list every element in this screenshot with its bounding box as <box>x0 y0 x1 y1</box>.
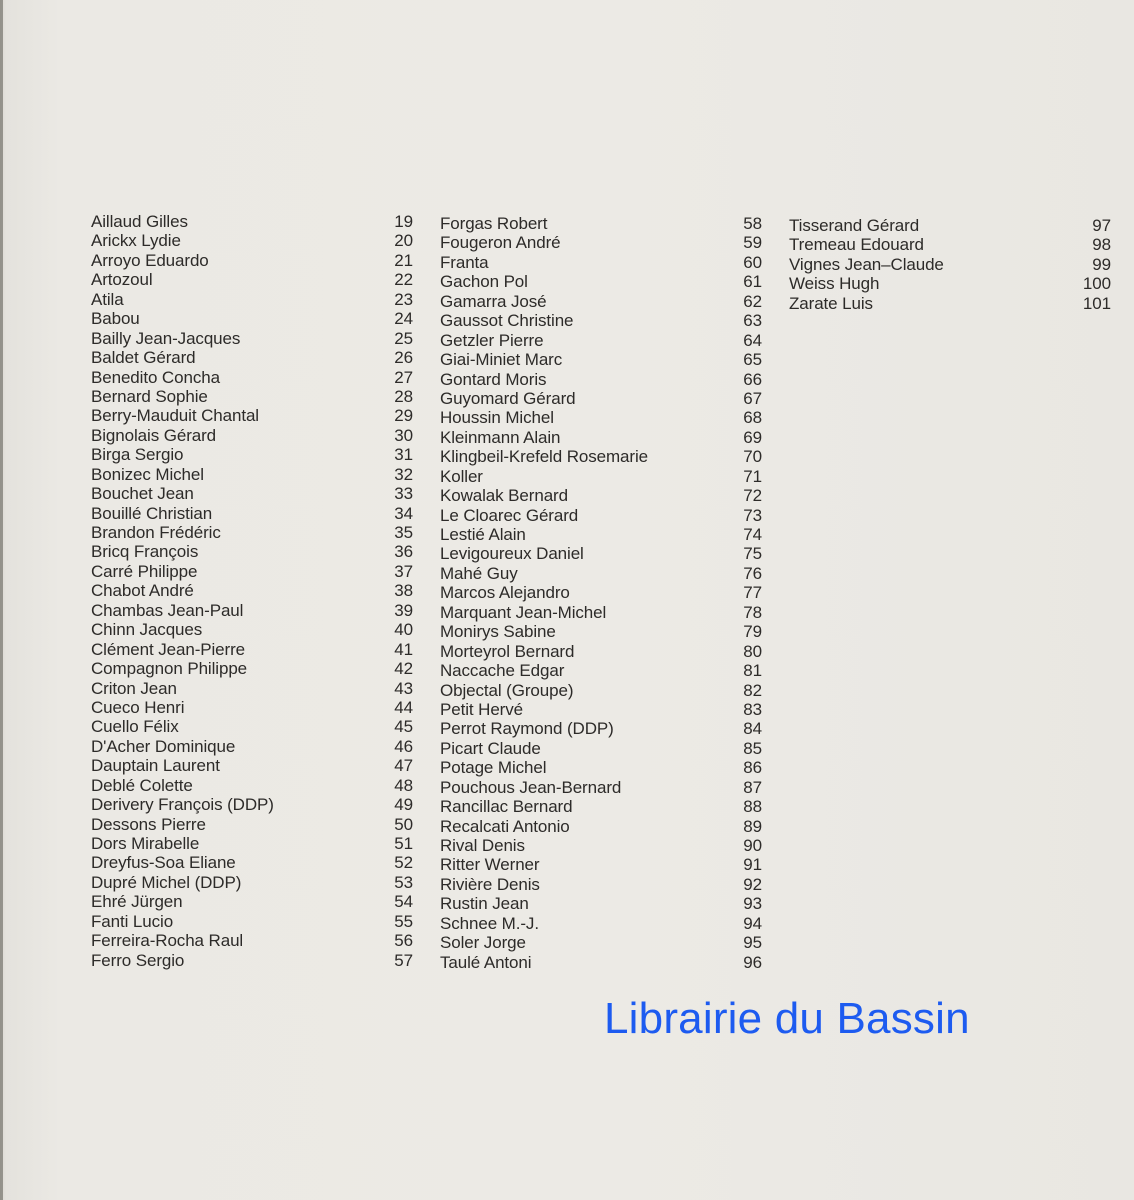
index-entry <box>440 389 762 408</box>
page-number: 21 <box>394 250 413 270</box>
page-number: 23 <box>394 289 413 309</box>
artist-name: Arroyo Eduardo <box>91 250 209 270</box>
artist-name: Cueco Henri <box>91 697 185 717</box>
index-entry <box>91 795 413 814</box>
artist-name: Ferro Sergio <box>91 950 185 970</box>
page-number: 101 <box>1082 293 1111 313</box>
artist-name: Petit Hervé <box>440 699 523 719</box>
artist-name: Fanti Lucio <box>91 911 174 931</box>
index-entry <box>91 601 413 620</box>
page-number: 20 <box>394 231 413 251</box>
page-number: 39 <box>394 600 413 620</box>
page-number: 90 <box>743 836 762 855</box>
page-number: 63 <box>743 311 762 331</box>
page-number: 46 <box>394 736 413 756</box>
artist-name: Lestié Alain <box>440 525 526 544</box>
page-number: 53 <box>394 872 413 892</box>
artist-name: Bignolais Gérard <box>91 425 217 445</box>
index-entry <box>789 294 1111 313</box>
index-entry <box>440 408 762 427</box>
page-number: 19 <box>394 212 413 231</box>
page-number: 44 <box>394 697 413 717</box>
index-entry <box>91 873 413 892</box>
index-entry <box>440 467 762 486</box>
artist-name: Soler Jorge <box>440 933 526 953</box>
index-entry <box>91 581 413 600</box>
index-entry <box>440 311 762 330</box>
index-column-1 <box>91 212 413 970</box>
artist-name: Taulé Antoni <box>440 952 532 972</box>
page-number: 35 <box>394 523 413 542</box>
artist-name: Babou <box>91 309 140 329</box>
artist-name: Ehré Jürgen <box>91 892 183 912</box>
artist-name: Dessons Pierre <box>91 814 206 834</box>
index-entry <box>440 583 762 602</box>
index-entry <box>440 758 762 777</box>
page-number: 57 <box>394 950 413 970</box>
page-number: 30 <box>394 425 413 445</box>
artist-name: Franta <box>440 252 489 272</box>
page-number: 32 <box>394 464 413 484</box>
page-number: 75 <box>743 544 762 564</box>
artist-name: Pouchous Jean-Bernard <box>440 777 622 797</box>
index-entry <box>789 274 1111 293</box>
index-entry <box>91 484 413 503</box>
index-entry <box>91 931 413 950</box>
index-entry <box>91 815 413 834</box>
page-number: 33 <box>394 484 413 504</box>
page-number: 59 <box>743 233 762 253</box>
artist-name: Baldet Gérard <box>91 348 196 368</box>
index-entry <box>91 892 413 911</box>
index-entry <box>440 739 762 758</box>
page-binding-edge <box>0 0 3 1200</box>
index-entry <box>91 504 413 523</box>
artist-name: Zarate Luis <box>789 293 873 313</box>
page-number: 36 <box>394 542 413 562</box>
index-entry <box>91 756 413 775</box>
artist-name: Koller <box>440 466 483 486</box>
page-number: 89 <box>743 816 762 836</box>
page-number: 97 <box>1092 216 1111 235</box>
artist-name: Bernard Sophie <box>91 386 208 406</box>
page-number: 85 <box>743 738 762 758</box>
artist-name: Getzler Pierre <box>440 330 544 350</box>
artist-name: Marcos Alejandro <box>440 583 570 603</box>
index-entry <box>91 834 413 853</box>
artist-name: Bouillé Christian <box>91 503 213 523</box>
artist-name: Brandon Frédéric <box>91 523 221 542</box>
index-entry <box>91 679 413 698</box>
artist-name: Atila <box>91 289 124 309</box>
artist-name: Rival Denis <box>440 836 525 855</box>
index-entry <box>440 350 762 369</box>
artist-name: Gachon Pol <box>440 272 528 292</box>
artist-name: Carré Philippe <box>91 561 198 581</box>
page-number: 70 <box>743 447 762 467</box>
page-number: 51 <box>394 834 413 853</box>
page-number: 98 <box>1092 235 1111 255</box>
index-entry <box>440 272 762 291</box>
index-entry <box>440 564 762 583</box>
index-entry <box>440 370 762 389</box>
page-number: 38 <box>394 581 413 601</box>
index-entry <box>440 817 762 836</box>
page-number: 67 <box>743 388 762 408</box>
artist-name: Aillaud Gilles <box>91 212 188 231</box>
index-entry <box>440 933 762 952</box>
index-entry <box>440 894 762 913</box>
index-entry <box>440 642 762 661</box>
index-entry <box>440 953 762 972</box>
artist-name: Mahé Guy <box>440 563 518 583</box>
artist-name: Perrot Raymond (DDP) <box>440 719 614 739</box>
page-number: 82 <box>743 680 762 700</box>
artist-name: Dauptain Laurent <box>91 756 220 776</box>
page-number: 40 <box>394 620 413 640</box>
index-entry <box>440 428 762 447</box>
page-number: 94 <box>743 913 762 933</box>
artist-name: Compagnon Philippe <box>91 659 248 679</box>
index-column-3 <box>789 216 1111 313</box>
artist-name: Chinn Jacques <box>91 620 203 640</box>
index-entry <box>440 836 762 855</box>
artist-name: Dupré Michel (DDP) <box>91 872 242 892</box>
index-entry <box>91 640 413 659</box>
artist-name: Objectal (Groupe) <box>440 680 574 700</box>
page-number: 77 <box>743 583 762 603</box>
page-number: 48 <box>394 775 413 795</box>
page-number: 45 <box>394 717 413 737</box>
artist-name: Ferreira-Rocha Raul <box>91 931 244 951</box>
artist-name: Dreyfus-Soa Eliane <box>91 853 236 873</box>
artist-name: Criton Jean <box>91 678 177 698</box>
page-number: 49 <box>394 795 413 815</box>
artist-name: Rivière Denis <box>440 874 540 894</box>
index-entry <box>91 542 413 561</box>
artist-name: Rancillac Bernard <box>440 797 573 817</box>
artist-name: Berry-Mauduit Chantal <box>91 406 259 426</box>
page-number: 31 <box>394 445 413 465</box>
page-number: 99 <box>1092 254 1111 274</box>
artist-name: Ritter Werner <box>440 855 540 875</box>
artist-name: Derivery François (DDP) <box>91 795 274 815</box>
artist-name: Cuello Félix <box>91 717 179 737</box>
index-entry <box>440 661 762 680</box>
index-entry <box>91 348 413 367</box>
artist-name: Monirys Sabine <box>440 622 556 642</box>
index-entry <box>91 231 413 250</box>
index-entry <box>789 235 1111 254</box>
artist-name: Forgas Robert <box>440 214 548 233</box>
index-entry <box>91 776 413 795</box>
page-number: 55 <box>394 911 413 931</box>
index-entry <box>91 406 413 425</box>
artist-name: Morteyrol Bernard <box>440 641 575 661</box>
index-entry <box>440 506 762 525</box>
artist-name: Vignes Jean–Claude <box>789 254 944 274</box>
index-entry <box>440 214 762 233</box>
index-entry <box>91 562 413 581</box>
index-entry <box>440 486 762 505</box>
artist-name: Chabot André <box>91 581 194 601</box>
page-number: 27 <box>394 367 413 387</box>
artist-name: Gontard Moris <box>440 369 547 389</box>
page-number: 88 <box>743 797 762 817</box>
artist-name: Benedito Concha <box>91 367 220 387</box>
index-entry <box>440 914 762 933</box>
page-number: 80 <box>743 641 762 661</box>
artist-name: Tisserand Gérard <box>789 216 920 235</box>
page-number: 43 <box>394 678 413 698</box>
index-entry <box>440 622 762 641</box>
artist-name: Birga Sergio <box>91 445 184 465</box>
page-number: 58 <box>743 214 762 233</box>
page-number: 81 <box>743 661 762 681</box>
page-number: 95 <box>743 933 762 953</box>
index-entry <box>91 620 413 639</box>
index-entry <box>91 329 413 348</box>
index-entry <box>91 426 413 445</box>
page-number: 92 <box>743 874 762 894</box>
artist-name: Le Cloarec Gérard <box>440 505 579 525</box>
page-number: 64 <box>743 330 762 350</box>
page-number: 76 <box>743 563 762 583</box>
page-number: 100 <box>1082 274 1111 294</box>
index-column-2 <box>440 214 762 972</box>
page-number: 52 <box>394 853 413 873</box>
index-entry <box>91 659 413 678</box>
artist-name: Bonizec Michel <box>91 464 204 484</box>
page-number: 62 <box>743 291 762 311</box>
page-number: 24 <box>394 309 413 329</box>
index-entry <box>440 233 762 252</box>
artist-name: Chambas Jean-Paul <box>91 600 244 620</box>
index-entry <box>91 523 413 542</box>
artist-name: Giai-Miniet Marc <box>440 350 563 370</box>
page-number: 47 <box>394 756 413 776</box>
page-number: 28 <box>394 386 413 406</box>
index-entry <box>440 797 762 816</box>
index-entry <box>440 525 762 544</box>
index-entry <box>440 331 762 350</box>
page-number: 34 <box>394 503 413 523</box>
index-entry <box>789 216 1111 235</box>
page-number: 61 <box>743 272 762 292</box>
page-number: 84 <box>743 719 762 739</box>
page-number: 42 <box>394 659 413 679</box>
index-entry <box>440 778 762 797</box>
artist-name: Marquant Jean-Michel <box>440 602 607 622</box>
artist-name: Guyomard Gérard <box>440 388 576 408</box>
artist-name: Picart Claude <box>440 738 541 758</box>
page-number: 73 <box>743 505 762 525</box>
artist-name: Dors Mirabelle <box>91 834 200 853</box>
index-entry <box>91 737 413 756</box>
page-number: 26 <box>394 348 413 368</box>
artist-name: Kowalak Bernard <box>440 486 568 506</box>
artist-name: Tremeau Edouard <box>789 235 924 255</box>
page-number: 68 <box>743 408 762 428</box>
index-entry <box>91 853 413 872</box>
index-entry <box>440 700 762 719</box>
index-entry <box>440 544 762 563</box>
artist-name: Potage Michel <box>440 758 547 778</box>
artist-name: Rustin Jean <box>440 894 529 914</box>
artist-name: Weiss Hugh <box>789 274 880 294</box>
page-number: 96 <box>743 952 762 972</box>
page-number: 83 <box>743 699 762 719</box>
page-number: 54 <box>394 892 413 912</box>
artist-name: Arickx Lydie <box>91 231 181 251</box>
index-entry <box>440 855 762 874</box>
artist-name: D'Acher Dominique <box>91 736 236 756</box>
artist-name: Gamarra José <box>440 291 547 311</box>
page-number: 87 <box>743 777 762 797</box>
index-entry <box>91 309 413 328</box>
page-number: 50 <box>394 814 413 834</box>
page-number: 37 <box>394 561 413 581</box>
page-number: 79 <box>743 622 762 642</box>
index-entry <box>91 717 413 736</box>
artist-name: Recalcati Antonio <box>440 816 570 836</box>
artist-name: Artozoul <box>91 270 153 290</box>
index-entry <box>440 719 762 738</box>
index-entry <box>91 951 413 970</box>
page-number: 91 <box>743 855 762 875</box>
index-entry <box>91 387 413 406</box>
page-number: 78 <box>743 602 762 622</box>
page-number: 66 <box>743 369 762 389</box>
index-entry <box>91 290 413 309</box>
artist-name: Naccache Edgar <box>440 661 565 681</box>
index-entry <box>91 251 413 270</box>
index-entry <box>91 912 413 931</box>
index-entry <box>91 270 413 289</box>
index-entry <box>91 368 413 387</box>
index-entry <box>440 292 762 311</box>
index-entry <box>440 681 762 700</box>
page-number: 41 <box>394 639 413 659</box>
page-number: 25 <box>394 328 413 348</box>
artist-name: Fougeron André <box>440 233 561 253</box>
artist-name: Bricq François <box>91 542 199 562</box>
index-entry <box>91 445 413 464</box>
page-number: 69 <box>743 427 762 447</box>
page-number: 72 <box>743 486 762 506</box>
page-number: 56 <box>394 931 413 951</box>
artist-name: Schnee M.-J. <box>440 913 539 933</box>
page-number: 65 <box>743 350 762 370</box>
index-entry <box>91 212 413 231</box>
index-entry <box>440 253 762 272</box>
watermark-text: Librairie du Bassin <box>604 994 970 1043</box>
page-number: 93 <box>743 894 762 914</box>
index-entry <box>91 465 413 484</box>
artist-name: Kleinmann Alain <box>440 427 561 447</box>
page-number: 74 <box>743 525 762 544</box>
page-number: 71 <box>743 466 762 486</box>
artist-name: Houssin Michel <box>440 408 554 428</box>
page-number: 29 <box>394 406 413 426</box>
index-entry <box>440 447 762 466</box>
artist-name: Levigoureux Daniel <box>440 544 584 564</box>
artist-name: Klingbeil-Krefeld Rosemarie <box>440 447 649 467</box>
artist-name: Gaussot Christine <box>440 311 574 331</box>
artist-name: Clément Jean-Pierre <box>91 639 245 659</box>
index-entry <box>789 255 1111 274</box>
page-number: 86 <box>743 758 762 778</box>
artist-name: Bailly Jean-Jacques <box>91 328 241 348</box>
index-entry <box>440 603 762 622</box>
index-entry <box>440 875 762 894</box>
page-number: 22 <box>394 270 413 290</box>
artist-name: Bouchet Jean <box>91 484 194 504</box>
page-number: 60 <box>743 252 762 272</box>
artist-name: Deblé Colette <box>91 775 193 795</box>
index-entry <box>91 698 413 717</box>
